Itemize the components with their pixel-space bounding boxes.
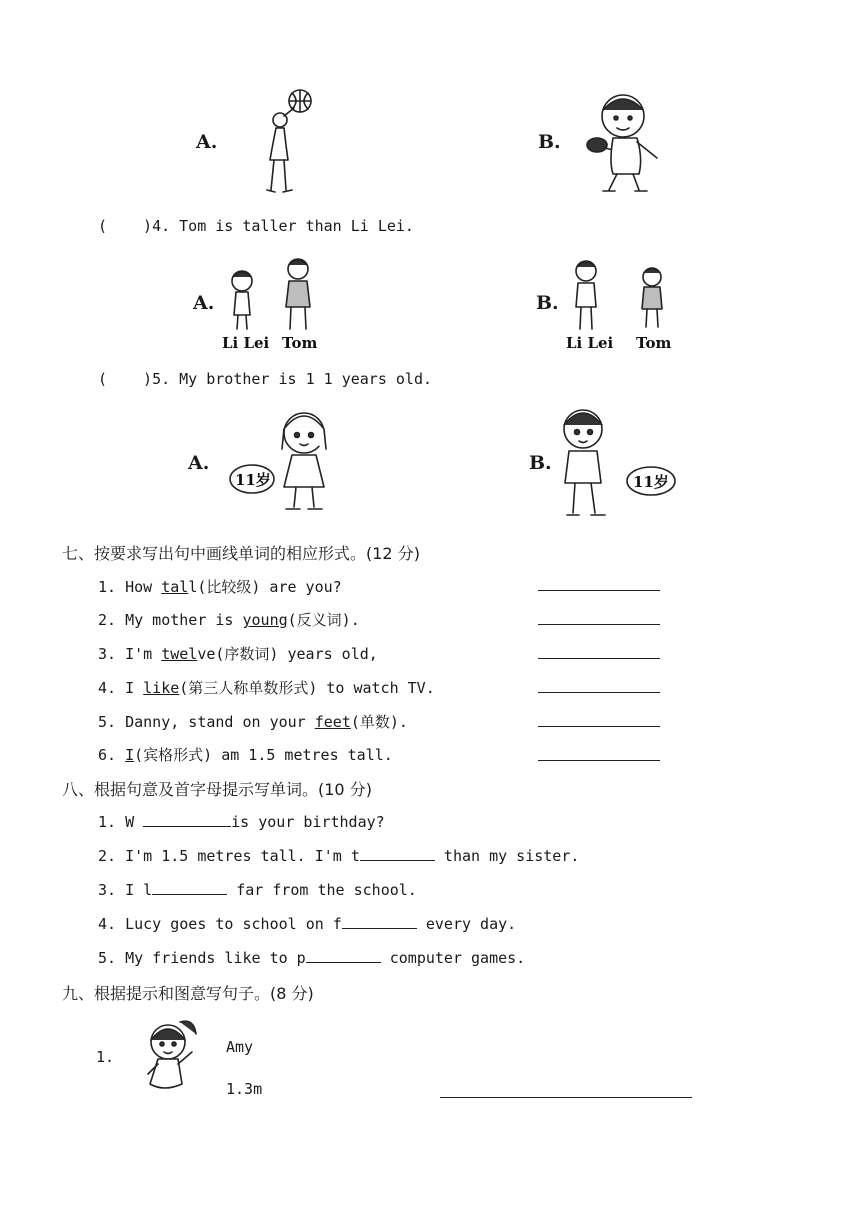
section7-answer-line-1[interactable]	[538, 590, 660, 591]
section8-item: 4. Lucy goes to school on f every day.	[98, 915, 517, 933]
liLei-tall-tom-short-image	[564, 255, 679, 355]
section9-name: Amy	[226, 1038, 254, 1056]
amy-girl-image	[134, 1016, 206, 1096]
section7-answer-line-4[interactable]	[538, 692, 660, 693]
section7-answer-line-6[interactable]	[538, 760, 660, 761]
girl-eleven-image	[226, 405, 346, 520]
section8-item: 1. W is your birthday?	[98, 813, 385, 831]
q5-bubble-a: 11岁	[235, 471, 271, 489]
section7-answer-line-5[interactable]	[538, 726, 660, 727]
section8-blank-2[interactable]	[360, 846, 435, 861]
section8-blank-5[interactable]	[306, 948, 381, 963]
q4-answer-paren-open: (	[98, 217, 108, 235]
pingpong-boy-image	[585, 92, 665, 197]
q4-caption-b1: Li Lei	[566, 334, 614, 352]
q3-option-b-label: B.	[538, 131, 561, 153]
q4-answer-paren-close: )	[143, 217, 153, 235]
section9-title: 九、根据提示和图意写句子。(8 分)	[62, 984, 314, 1003]
q4-option-b-label: B.	[536, 292, 559, 314]
q4-question-text: 4. Tom is taller than Li Lei.	[152, 217, 414, 235]
section7-item: 2. My mother is young(反义词).	[98, 611, 360, 629]
section8-item: 2. I'm 1.5 metres tall. I'm t than my sister.	[98, 847, 580, 865]
section7-item: 5. Danny, stand on your feet(单数).	[98, 713, 408, 731]
q5-answer-paren-close: )	[143, 370, 153, 388]
q4-caption-a2: Tom	[282, 334, 318, 352]
q5-option-a-label: A.	[188, 452, 210, 474]
section7-item: 3. I'm twelve(序数词) years old,	[98, 645, 378, 663]
q4-option-a-label: A.	[193, 292, 215, 314]
basketball-girl-image	[258, 88, 318, 200]
section7-title: 七、按要求写出句中画线单词的相应形式。(12 分)	[62, 544, 420, 563]
section8-title: 八、根据句意及首字母提示写单词。(10 分)	[62, 780, 372, 799]
q5-question-text: 5. My brother is 1 1 years old.	[152, 370, 433, 388]
section7-item: 4. I like(第三人称单数形式) to watch TV.	[98, 679, 435, 697]
section9-height: 1.3m	[226, 1080, 263, 1098]
q5-bubble-b: 11岁	[633, 473, 669, 491]
section8-item: 3. I l far from the school.	[98, 881, 417, 899]
q4-caption-b2: Tom	[636, 334, 672, 352]
q5-answer-paren-open: (	[98, 370, 108, 388]
section9-item-number: 1.	[96, 1048, 115, 1066]
section8-blank-4[interactable]	[342, 914, 417, 929]
q5-option-b-label: B.	[529, 452, 552, 474]
q4-caption-a1: Li Lei	[222, 334, 270, 352]
liLei-short-tom-tall-image	[220, 255, 330, 355]
q3-option-a-label: A.	[196, 131, 218, 153]
section7-item: 6. I(宾格形式) am 1.5 metres tall.	[98, 746, 393, 764]
section7-answer-line-3[interactable]	[538, 658, 660, 659]
section8-blank-3[interactable]	[152, 880, 227, 895]
section7-item: 1. How tall(比较级) are you?	[98, 578, 342, 596]
section8-item: 5. My friends like to p computer games.	[98, 949, 526, 967]
section9-answer-line[interactable]	[440, 1097, 692, 1098]
section7-answer-line-2[interactable]	[538, 624, 660, 625]
section8-blank-1[interactable]	[143, 812, 231, 827]
boy-eleven-image	[555, 405, 680, 523]
